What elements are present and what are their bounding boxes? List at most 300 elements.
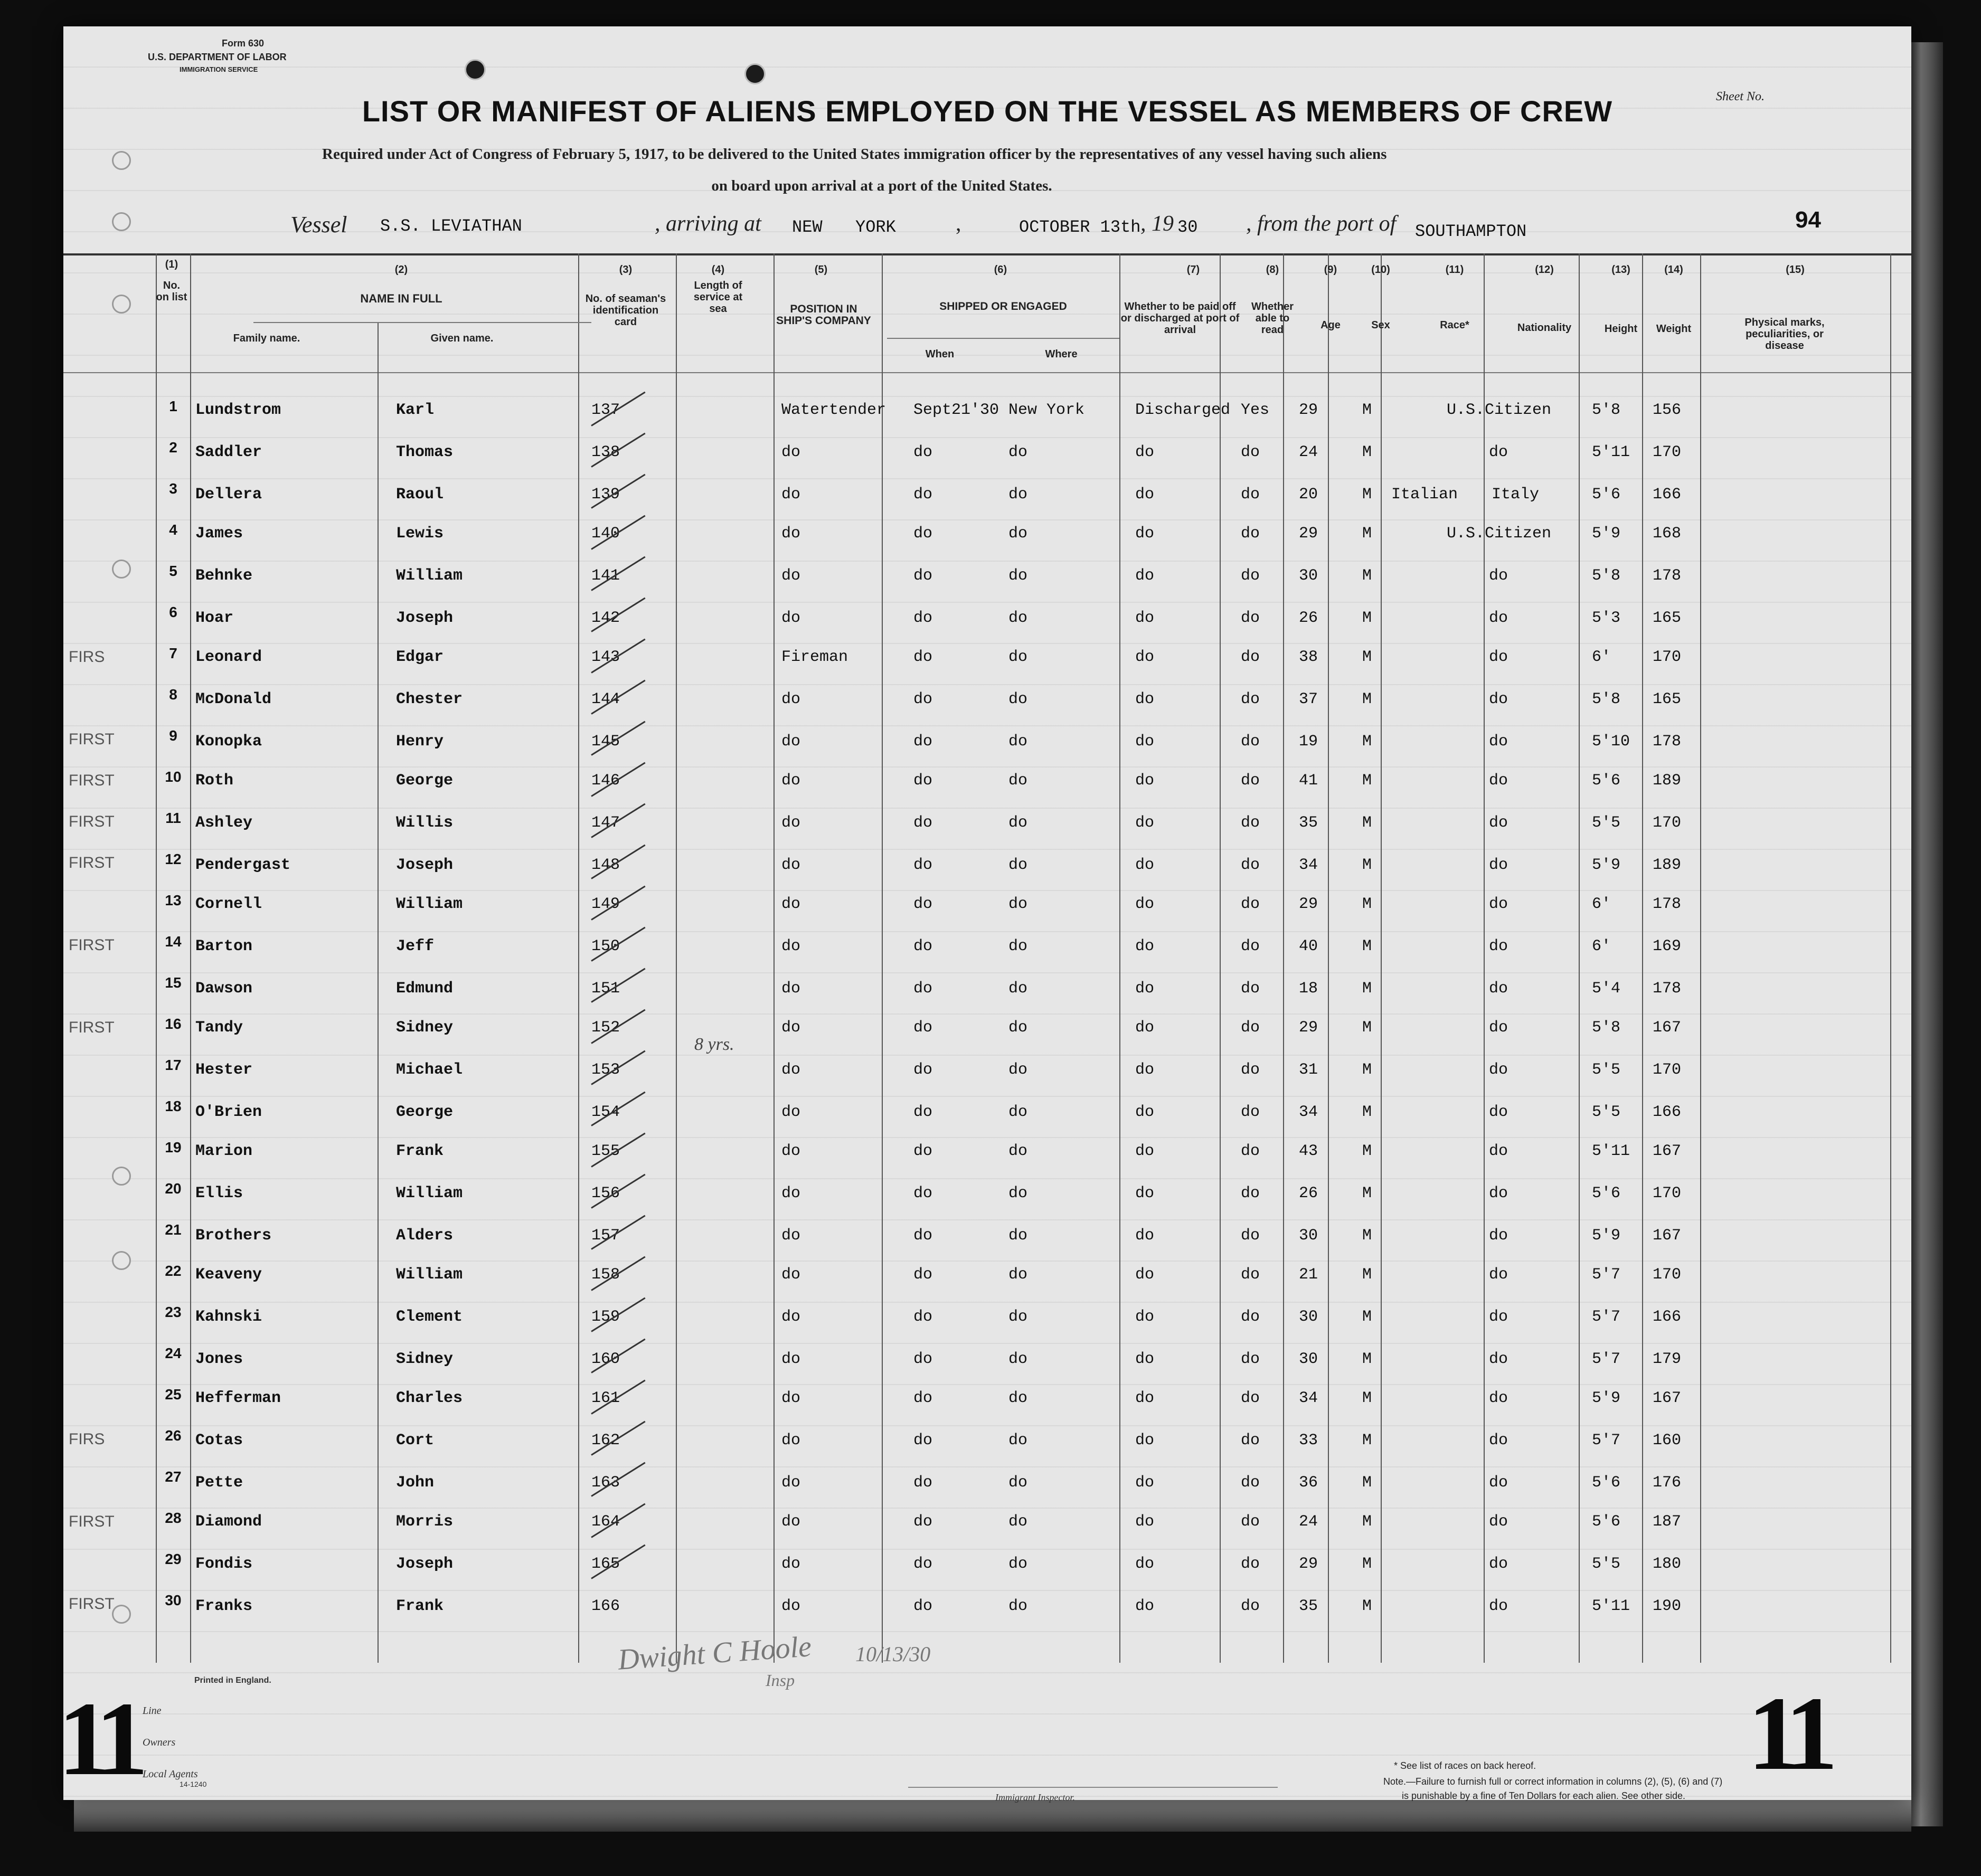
cell-age: 35 <box>1299 1597 1318 1615</box>
first-stamp: FIRS <box>69 1430 105 1448</box>
cell-sex: M <box>1362 1061 1372 1079</box>
cell-family: Pette <box>195 1474 243 1492</box>
cell-nat: do <box>1489 937 1508 955</box>
departure-port: SOUTHAMPTON <box>1415 222 1527 241</box>
cell-where: do <box>1008 1432 1028 1449</box>
col-9-header: Age <box>1320 319 1341 331</box>
cell-sex: M <box>1362 1597 1372 1615</box>
cell-family: Diamond <box>195 1513 262 1531</box>
cell-card: 138 <box>591 443 620 461</box>
column-rule <box>1119 253 1120 1663</box>
first-stamp: FIRST <box>69 772 115 789</box>
cell-given: Jeff <box>396 937 435 955</box>
cell-when: do <box>913 1308 933 1326</box>
cell-when: do <box>913 1513 933 1531</box>
cell-nat: do <box>1489 814 1508 832</box>
cell-nat: do <box>1489 1227 1508 1245</box>
col-7-header: Whether to be paid off or discharged at port of arrival <box>1120 301 1240 336</box>
cell-where: do <box>1008 609 1028 627</box>
cell-pos: do <box>781 525 801 543</box>
signature-role: Insp <box>766 1671 795 1690</box>
binder-ring <box>112 1251 131 1270</box>
cell-nat: do <box>1489 772 1508 790</box>
cell-wt: 167 <box>1653 1019 1682 1037</box>
cell-given: Clement <box>396 1308 463 1326</box>
cell-where: do <box>1008 1308 1028 1326</box>
cell-read: do <box>1241 980 1260 998</box>
cell-given: John <box>396 1474 435 1492</box>
cell-wt: 166 <box>1653 486 1682 504</box>
cell-read: Yes <box>1241 401 1270 419</box>
cell-age: 31 <box>1299 1061 1318 1079</box>
column-rule <box>1328 253 1329 1663</box>
penalty-note-2: is punishable by a fine of Ten Dollars for each alien. See other side. <box>1402 1790 1685 1801</box>
col-9-num: (9) <box>1324 264 1337 276</box>
cell-where: do <box>1008 690 1028 708</box>
col-4-header: Length of service at sea <box>693 280 743 315</box>
cell-where: do <box>1008 1185 1028 1202</box>
cell-family: Keaveny <box>195 1266 262 1284</box>
cell-nat: do <box>1489 1266 1508 1284</box>
cell-ht: 5'7 <box>1592 1432 1621 1449</box>
form-number: Form 630 <box>222 38 265 49</box>
cell-age: 35 <box>1299 814 1318 832</box>
cell-when: do <box>913 856 933 874</box>
cell-nat: do <box>1489 980 1508 998</box>
cell-nat: Italy <box>1492 486 1540 504</box>
col-5-num: (5) <box>814 264 828 276</box>
cell-card: 159 <box>591 1308 620 1326</box>
cell-paid: do <box>1135 648 1155 666</box>
cell-card: 145 <box>591 733 620 751</box>
row-number: 25 <box>165 1386 182 1403</box>
cell-pos: Watertender <box>781 401 886 419</box>
cell-card: 160 <box>591 1350 620 1368</box>
cell-card: 143 <box>591 648 620 666</box>
cell-ht: 5'6 <box>1592 1474 1621 1492</box>
cell-sex: M <box>1362 525 1372 543</box>
col-3-num: (3) <box>619 264 633 276</box>
first-stamp: FIRST <box>69 1595 115 1613</box>
cell-pos: do <box>781 1019 801 1037</box>
cell-family: Fondis <box>195 1555 253 1573</box>
first-stamp: FIRST <box>69 1019 115 1036</box>
cell-ht: 5'9 <box>1592 1389 1621 1407</box>
cell-wt: 187 <box>1653 1513 1682 1531</box>
cell-card: 158 <box>591 1266 620 1284</box>
cell-age: 30 <box>1299 1227 1318 1245</box>
cell-paid: do <box>1135 980 1155 998</box>
cell-when: do <box>913 980 933 998</box>
cell-wt: 156 <box>1653 401 1682 419</box>
cell-sex: M <box>1362 443 1372 461</box>
col-2-num: (2) <box>394 264 408 276</box>
cell-nat: do <box>1489 1555 1508 1573</box>
cell-paid: Discharged <box>1135 401 1231 419</box>
row-number: 18 <box>165 1098 182 1114</box>
row-number: 13 <box>165 892 182 908</box>
col-11-num: (11) <box>1445 264 1464 276</box>
cell-pos: do <box>781 1266 801 1284</box>
cell-nat: do <box>1489 856 1508 874</box>
cell-read: do <box>1241 772 1260 790</box>
cell-given: Edmund <box>396 980 454 998</box>
cell-sex: M <box>1362 1555 1372 1573</box>
cell-card: 155 <box>591 1142 620 1160</box>
cell-paid: do <box>1135 525 1155 543</box>
cell-family: Dawson <box>195 980 253 998</box>
cell-card: 154 <box>591 1103 620 1121</box>
cell-ht: 6' <box>1592 895 1611 913</box>
cell-pos: do <box>781 772 801 790</box>
col-3-header: No. of seaman's identification card <box>585 293 666 328</box>
row-number: 27 <box>165 1468 182 1485</box>
cell-age: 37 <box>1299 690 1318 708</box>
cell-ht: 5'5 <box>1592 1061 1621 1079</box>
cell-given: Morris <box>396 1513 454 1531</box>
col-12-header: Nationality <box>1517 322 1572 334</box>
first-stamp: FIRST <box>69 1513 115 1530</box>
col-15-header: Physical marks, peculiarities, or disease <box>1744 317 1825 352</box>
cell-family: Dellera <box>195 486 262 504</box>
cell-wt: 178 <box>1653 567 1682 585</box>
cell-sex: M <box>1362 772 1372 790</box>
row-number: 14 <box>165 933 182 950</box>
cell-wt: 168 <box>1653 525 1682 543</box>
cell-wt: 190 <box>1653 1597 1682 1615</box>
column-rule <box>1642 253 1643 1663</box>
cell-nat: do <box>1489 690 1508 708</box>
cell-read: do <box>1241 1513 1260 1531</box>
cell-when: do <box>913 1432 933 1449</box>
row-number: 28 <box>165 1510 182 1526</box>
column-rule <box>1381 253 1382 1663</box>
cell-family: Tandy <box>195 1019 243 1037</box>
cell-paid: do <box>1135 690 1155 708</box>
row-number: 3 <box>169 480 177 497</box>
cell-given: William <box>396 567 463 585</box>
row-number: 11 <box>165 810 181 826</box>
cell-read: do <box>1241 609 1260 627</box>
col-2-header: NAME IN FULL <box>360 292 442 305</box>
footer-owners-label: Owners <box>143 1737 176 1748</box>
cell-paid: do <box>1135 443 1155 461</box>
cell-wt: 170 <box>1653 648 1682 666</box>
cell-pos: do <box>781 690 801 708</box>
cell-sex: M <box>1362 401 1372 419</box>
col-6-num: (6) <box>994 264 1007 276</box>
cell-wt: 179 <box>1653 1350 1682 1368</box>
cell-when: do <box>913 733 933 751</box>
cell-card: 164 <box>591 1513 620 1531</box>
cell-card: 146 <box>591 772 620 790</box>
cell-age: 26 <box>1299 609 1318 627</box>
cell-wt: 165 <box>1653 609 1682 627</box>
column-rule <box>1220 253 1221 1663</box>
cell-read: do <box>1241 856 1260 874</box>
cell-ht: 5'7 <box>1592 1266 1621 1284</box>
header-bottom-rule <box>63 372 1911 373</box>
cell-age: 30 <box>1299 1350 1318 1368</box>
row-number: 8 <box>169 686 177 703</box>
cell-card: 137 <box>591 401 620 419</box>
row-number: 15 <box>165 974 182 991</box>
cell-age: 19 <box>1299 733 1318 751</box>
shipped-divider <box>887 338 1119 339</box>
cell-ht: 5'11 <box>1592 1597 1630 1615</box>
cell-pos: do <box>781 1061 801 1079</box>
cell-sex: M <box>1362 1389 1372 1407</box>
cell-family: Konopka <box>195 733 262 751</box>
cell-paid: do <box>1135 772 1155 790</box>
cell-pos: do <box>781 443 801 461</box>
cell-pos: do <box>781 1389 801 1407</box>
cell-age: 38 <box>1299 648 1318 666</box>
cell-age: 30 <box>1299 1308 1318 1326</box>
col-13-header: Height <box>1604 323 1638 335</box>
cell-family: O'Brien <box>195 1103 262 1121</box>
cell-nat: do <box>1489 1103 1508 1121</box>
cell-age: 29 <box>1299 895 1318 913</box>
col-10-header: Sex <box>1371 319 1390 331</box>
cell-family: Hester <box>195 1061 253 1079</box>
col-15-num: (15) <box>1786 264 1805 276</box>
first-stamp: FIRST <box>69 936 115 954</box>
cell-card: 162 <box>591 1432 620 1449</box>
binder-ring <box>112 295 131 314</box>
first-stamp: FIRST <box>69 854 115 871</box>
col-8-num: (8) <box>1266 264 1279 276</box>
cell-when: do <box>913 486 933 504</box>
cell-when: do <box>913 1474 933 1492</box>
cell-read: do <box>1241 814 1260 832</box>
cell-read: do <box>1241 690 1260 708</box>
cell-pos: do <box>781 1432 801 1449</box>
vessel-name: S.S. LEVIATHAN <box>380 216 522 236</box>
cell-paid: do <box>1135 609 1155 627</box>
cell-pos: do <box>781 1474 801 1492</box>
cell-where: do <box>1008 1474 1028 1492</box>
cell-when: do <box>913 690 933 708</box>
first-stamp: FIRS <box>69 648 105 666</box>
cell-family: Ashley <box>195 814 253 832</box>
cell-ht: 5'11 <box>1592 443 1630 461</box>
cell-given: Joseph <box>396 1555 454 1573</box>
cell-given: Sidney <box>396 1350 454 1368</box>
row-number: 9 <box>169 727 177 744</box>
first-stamp: FIRST <box>69 813 115 830</box>
cell-age: 29 <box>1299 401 1318 419</box>
cell-nat: do <box>1489 1061 1508 1079</box>
cell-paid: do <box>1135 1513 1155 1531</box>
service-note: 8 yrs. <box>694 1035 734 1054</box>
cell-ht: 5'9 <box>1592 856 1621 874</box>
cell-when: do <box>913 1350 933 1368</box>
col-1-header: No. on list <box>156 280 187 303</box>
col-6a-header: When <box>925 348 955 360</box>
cell-wt: 180 <box>1653 1555 1682 1573</box>
cell-nat: do <box>1489 1185 1508 1202</box>
cell-read: do <box>1241 1432 1260 1449</box>
cell-ht: 5'9 <box>1592 525 1621 543</box>
cell-read: do <box>1241 486 1260 504</box>
cell-sex: M <box>1362 1185 1372 1202</box>
cell-age: 29 <box>1299 1555 1318 1573</box>
cell-pos: do <box>781 1227 801 1245</box>
cell-card: 161 <box>591 1389 620 1407</box>
cell-wt: 167 <box>1653 1142 1682 1160</box>
cell-where: do <box>1008 1103 1028 1121</box>
cell-when: do <box>913 895 933 913</box>
cell-ht: 5'9 <box>1592 1227 1621 1245</box>
cell-read: do <box>1241 1474 1260 1492</box>
cell-card: 152 <box>591 1019 620 1037</box>
cell-given: William <box>396 895 463 913</box>
column-rule <box>156 253 157 1663</box>
cell-card: 156 <box>591 1185 620 1202</box>
cell-family: Leonard <box>195 648 262 666</box>
cell-where: do <box>1008 1061 1028 1079</box>
cell-pos: do <box>781 486 801 504</box>
cell-wt: 160 <box>1653 1432 1682 1449</box>
cell-paid: do <box>1135 937 1155 955</box>
cell-where: do <box>1008 1350 1028 1368</box>
col-14-num: (14) <box>1664 264 1683 276</box>
inspector-line <box>908 1787 1278 1788</box>
cell-wt: 178 <box>1653 980 1682 998</box>
cell-ht: 5'6 <box>1592 1513 1621 1531</box>
cell-nat: do <box>1489 1142 1508 1160</box>
cell-card: 163 <box>591 1474 620 1492</box>
cell-card: 141 <box>591 567 620 585</box>
cell-sex: M <box>1362 937 1372 955</box>
cell-ht: 5'5 <box>1592 1555 1621 1573</box>
cell-sex: M <box>1362 1474 1372 1492</box>
cell-when: do <box>913 1061 933 1079</box>
row-number: 21 <box>165 1221 182 1238</box>
col-7-num: (7) <box>1186 264 1200 276</box>
cell-read: do <box>1241 1597 1260 1615</box>
cell-family: Hefferman <box>195 1389 281 1407</box>
row-number: 12 <box>165 851 182 867</box>
col-4-num: (4) <box>711 264 725 276</box>
cell-given: Joseph <box>396 609 454 627</box>
binder-ring <box>112 1167 131 1186</box>
column-rule <box>1484 253 1485 1663</box>
cell-age: 34 <box>1299 1103 1318 1121</box>
cell-given: Raoul <box>396 486 444 504</box>
cell-wt: 166 <box>1653 1103 1682 1121</box>
row-number: 26 <box>165 1427 182 1444</box>
cell-pos: do <box>781 1350 801 1368</box>
column-rule <box>1579 253 1580 1663</box>
big-number-right: 11 <box>1748 1675 1828 1792</box>
cell-pos: Fireman <box>781 648 848 666</box>
row-number: 29 <box>165 1551 182 1567</box>
column-rule <box>1700 253 1701 1663</box>
cell-family: McDonald <box>195 690 272 708</box>
cell-family: Jones <box>195 1350 243 1368</box>
cell-read: do <box>1241 1227 1260 1245</box>
col-13-num: (13) <box>1611 264 1630 276</box>
cell-when: do <box>913 443 933 461</box>
cell-card: 140 <box>591 525 620 543</box>
column-rule <box>882 253 883 1663</box>
column-rule <box>578 253 579 1663</box>
cell-wt: 178 <box>1653 895 1682 913</box>
cell-nat: do <box>1489 1513 1508 1531</box>
col-11-header: Race* <box>1440 319 1469 331</box>
cell-nat: do <box>1489 1389 1508 1407</box>
cell-wt: 170 <box>1653 1061 1682 1079</box>
cell-ht: 5'5 <box>1592 814 1621 832</box>
cell-pos: do <box>781 1308 801 1326</box>
cell-when: do <box>913 1185 933 1202</box>
cell-read: do <box>1241 1185 1260 1202</box>
cell-family: Brothers <box>195 1227 272 1245</box>
cell-age: 24 <box>1299 443 1318 461</box>
cell-where: do <box>1008 1513 1028 1531</box>
cell-paid: do <box>1135 1185 1155 1202</box>
cell-paid: do <box>1135 1308 1155 1326</box>
row-number: 16 <box>165 1016 182 1032</box>
cell-ht: 5'6 <box>1592 486 1621 504</box>
sheet-label: Sheet No. <box>1716 90 1765 103</box>
col-2a-header: Family name. <box>233 333 300 344</box>
cell-given: Frank <box>396 1142 444 1160</box>
cell-card: 148 <box>591 856 620 874</box>
cell-age: 43 <box>1299 1142 1318 1160</box>
cell-wt: 189 <box>1653 772 1682 790</box>
cell-sex: M <box>1362 1432 1372 1449</box>
cell-card: 165 <box>591 1555 620 1573</box>
cell-age: 26 <box>1299 1185 1318 1202</box>
footer-code: 14-1240 <box>180 1780 207 1788</box>
inspector-label: Immigrant Inspector. <box>995 1792 1075 1803</box>
manifest-sheet <box>58 26 1911 1803</box>
cell-family: Roth <box>195 772 234 790</box>
cell-sex: M <box>1362 567 1372 585</box>
cell-ht: 5'8 <box>1592 401 1621 419</box>
cell-read: do <box>1241 1350 1260 1368</box>
cell-nat: do <box>1489 609 1508 627</box>
cell-sex: M <box>1362 980 1372 998</box>
cell-paid: do <box>1135 814 1155 832</box>
arriving-label: , arriving at <box>655 212 761 236</box>
cell-read: do <box>1241 1142 1260 1160</box>
service: IMMIGRATION SERVICE <box>180 65 258 73</box>
cell-age: 36 <box>1299 1474 1318 1492</box>
cell-nat: U.S.Citizen <box>1447 525 1552 543</box>
cell-nat: do <box>1489 733 1508 751</box>
vessel-label: Vessel <box>290 212 347 238</box>
cell-card: 142 <box>591 609 620 627</box>
cell-paid: do <box>1135 1555 1155 1573</box>
cell-family: Behnke <box>195 567 253 585</box>
cell-given: Willis <box>396 814 454 832</box>
cell-sex: M <box>1362 733 1372 751</box>
row-number: 5 <box>169 563 177 579</box>
cell-wt: 166 <box>1653 1308 1682 1326</box>
row-number: 2 <box>169 439 177 456</box>
cell-wt: 170 <box>1653 814 1682 832</box>
punch-hole <box>744 63 766 84</box>
cell-nat: do <box>1489 1597 1508 1615</box>
big-number-left: 11 <box>58 1681 139 1797</box>
cell-where: do <box>1008 486 1028 504</box>
cell-read: do <box>1241 937 1260 955</box>
col-6-header: SHIPPED OR ENGAGED <box>939 300 1067 312</box>
